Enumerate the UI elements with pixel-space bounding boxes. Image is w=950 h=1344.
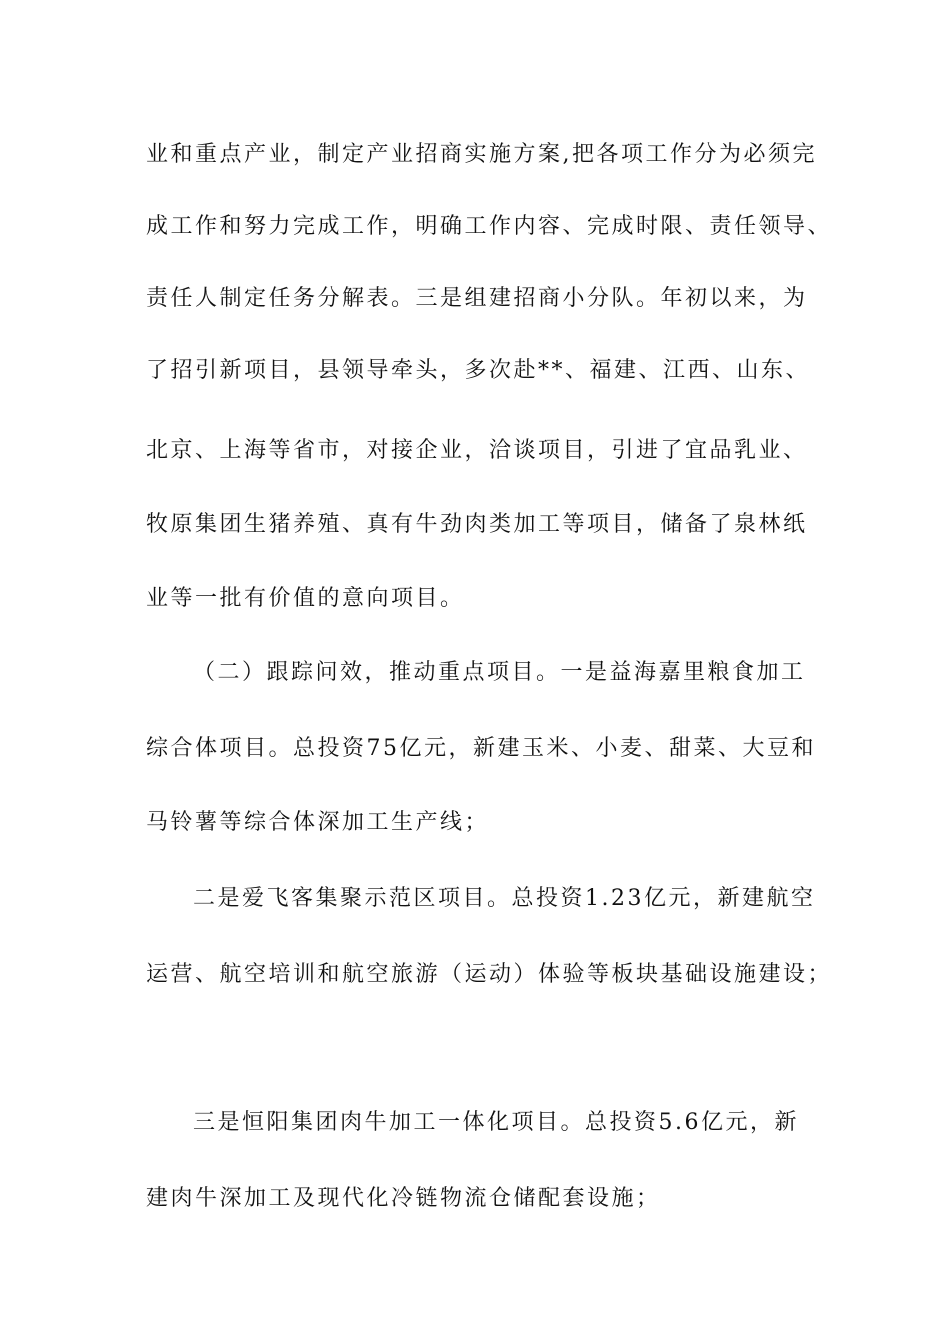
section-heading-line: （二）跟踪问效，推动重点项目。一是益海嘉里粮食加工 — [193, 660, 806, 685]
paragraph-line: 二是爱飞客集聚示范区项目。总投资1.23亿元，新建航空 — [193, 886, 816, 911]
paragraph-line: 责任人制定任务分解表。三是组建招商小分队。年初以来，为 — [146, 286, 808, 311]
paragraph-line: 了招引新项目，县领导牵头，多次赴**、福建、江西、山东、 — [146, 358, 811, 383]
paragraph-line: 成工作和努力完成工作，明确工作内容、完成时限、责任领导、 — [146, 214, 833, 239]
paragraph-line: 北京、上海等省市，对接企业，洽谈项目，引进了宜品乳业、 — [146, 438, 808, 463]
paragraph-line: 业和重点产业，制定产业招商实施方案,把各项工作分为必须完 — [146, 142, 817, 167]
paragraph-line: 牧原集团生猪养殖、真有牛劲肉类加工等项目，储备了泉林纸 — [146, 512, 808, 537]
paragraph-line: 运营、航空培训和航空旅游（运动）体验等板块基础设施建设； — [146, 962, 833, 987]
paragraph-line: 建肉牛深加工及现代化冷链物流仓储配套设施； — [146, 1186, 661, 1211]
paragraph-line: 综合体项目。总投资75亿元，新建玉米、小麦、甜菜、大豆和 — [146, 736, 816, 761]
paragraph-line: 业等一批有价值的意向项目。 — [146, 586, 465, 611]
paragraph-line: 马铃薯等综合体深加工生产线； — [146, 810, 490, 835]
paragraph-line: 三是恒阳集团肉牛加工一体化项目。总投资5.6亿元，新 — [193, 1110, 799, 1135]
